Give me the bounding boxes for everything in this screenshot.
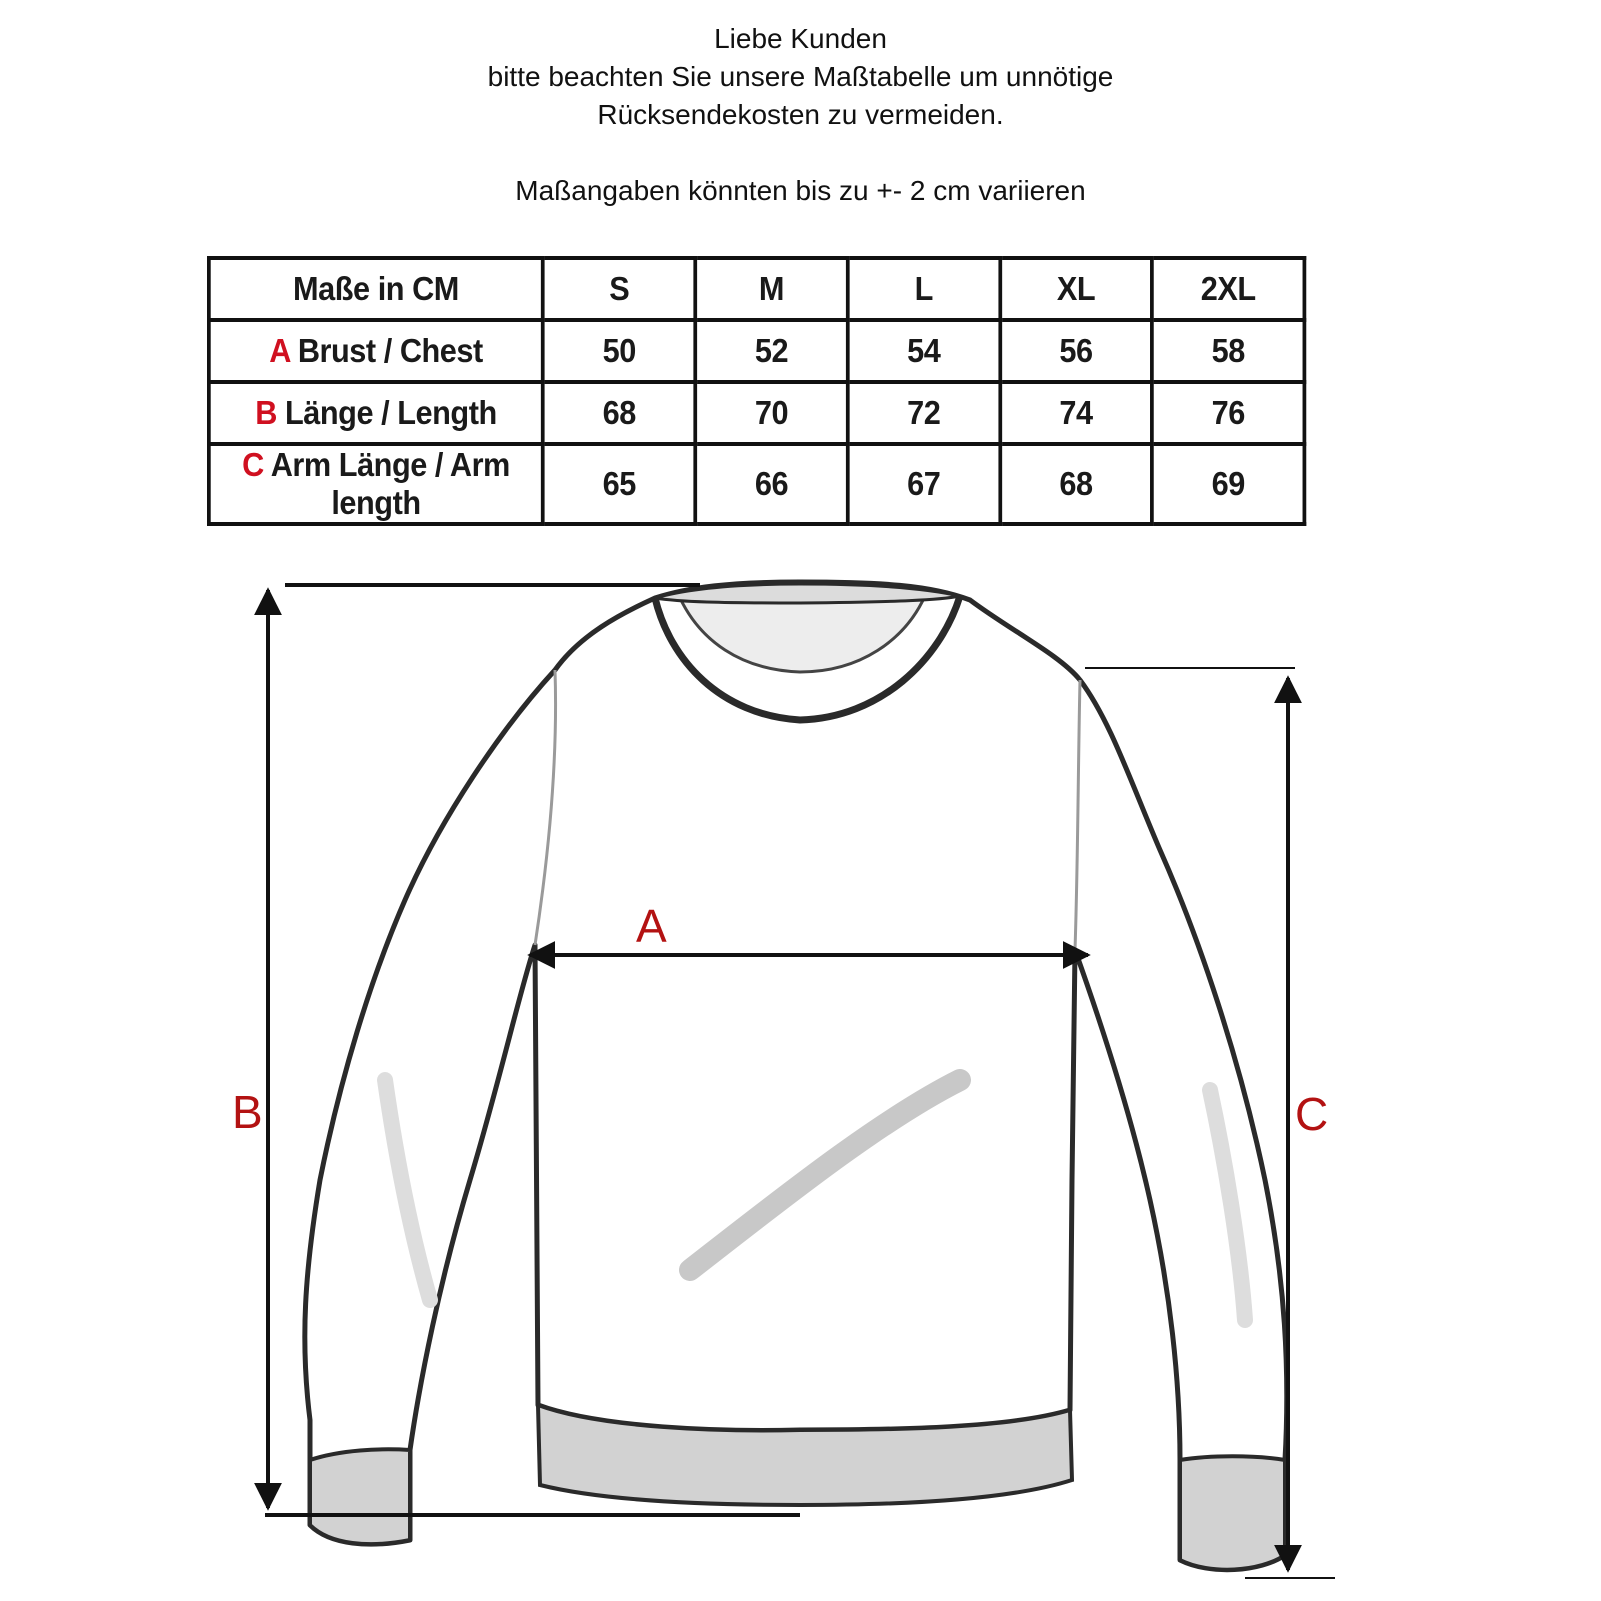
tolerance-note: Maßangaben könnten bis zu +- 2 cm variieren — [515, 175, 1086, 206]
measure-name: Brust / Chest — [297, 332, 483, 369]
table-cell: 56 — [1000, 320, 1152, 382]
table-cell: 68 — [543, 382, 695, 444]
table-cell: 67 — [848, 444, 1000, 524]
table-cell: 68 — [1000, 444, 1152, 524]
table-cell: 74 — [1000, 382, 1152, 444]
size-header: S — [543, 258, 695, 320]
header-label: Maße in CM — [209, 258, 543, 320]
greeting: Liebe Kunden — [714, 23, 887, 54]
size-header: 2XL — [1152, 258, 1304, 320]
table-cell: 50 — [543, 320, 695, 382]
measure-letter: A — [269, 332, 290, 369]
sweatshirt-illustration — [305, 582, 1287, 1570]
measure-letter: C — [242, 446, 264, 483]
table-cell: 66 — [695, 444, 847, 524]
label-a: A — [636, 900, 667, 952]
label-c: C — [1295, 1088, 1329, 1140]
table-cell: 69 — [1152, 444, 1304, 524]
table-cell: 70 — [695, 382, 847, 444]
intro-line-2: bitte beachten Sie unsere Maßtabelle um unnötige — [487, 61, 1114, 92]
sweatshirt-outline — [305, 582, 1287, 1570]
size-header: M — [695, 258, 847, 320]
measure-letter: B — [255, 394, 277, 431]
measure-name: Länge / Length — [285, 394, 497, 431]
table-cell: 54 — [848, 320, 1000, 382]
left-cuff — [310, 1449, 410, 1544]
table-cell: 58 — [1152, 320, 1304, 382]
table-cell: 76 — [1152, 382, 1304, 444]
intro-line-3: Rücksendekosten zu vermeiden. — [597, 99, 1004, 130]
table-cell: 65 — [543, 444, 695, 524]
measure-name: Arm Länge / Arm length — [270, 446, 510, 521]
size-header: L — [848, 258, 1000, 320]
label-b: B — [232, 1086, 263, 1138]
size-header: XL — [1000, 258, 1152, 320]
table-cell: 72 — [848, 382, 1000, 444]
table-cell: 52 — [695, 320, 847, 382]
right-cuff — [1180, 1456, 1285, 1569]
